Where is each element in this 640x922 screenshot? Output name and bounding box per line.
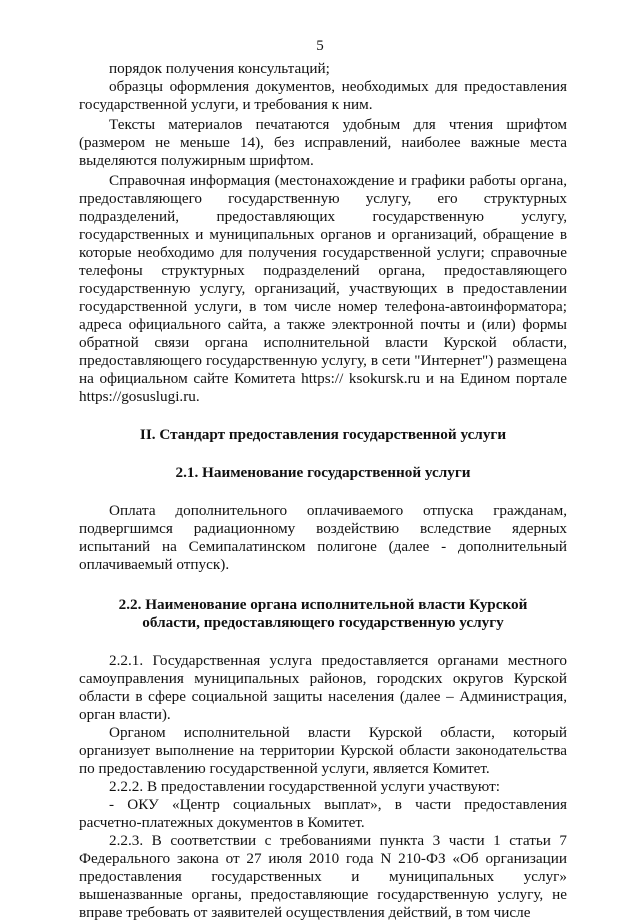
paragraph-service-name: Оплата дополнительного оплачиваемого отпуска гражданам, подвергшимся радиационному воздействию вследствие ядерных испытаний на Семипалатинском полигоне (далее - дополнительный оплачиваемый отпуск). — [79, 502, 567, 573]
page-number: 5 — [316, 38, 324, 54]
subsection-2-2-heading — [79, 596, 567, 632]
subsection-2-2-heading-line1: 2.2. Наименование органа исполнительной власти Курской — [118, 596, 528, 613]
section-2-heading: II. Стандарт предоставления государственной услуги — [139, 426, 507, 443]
paragraph-2-2-2: 2.2.2. В предоставлении государственной услуги участвуют: — [109, 778, 500, 795]
paragraph-document-samples: образцы оформления документов, необходимых для предоставления государственной услуги, и требования к ним. — [79, 78, 567, 113]
paragraph-2-2-2-item: - ОКУ «Центр социальных выплат», в части предоставления расчетно-платежных документов в Комитет. — [79, 796, 567, 831]
paragraph-reference-info: Справочная информация (местонахождение и графики работы органа, предоставляющего государственную услугу, его структурных подразделений, предоставляющих государственную услугу, государственных и муниципальных органов и организаций, обращение в которые необходимо для получения государственной услуги; справочные телефоны структурных подразделений органа, предоставляющего государственную услугу, организаций, участвующих в предоставлении государственной услуги, в том числе номер телефона-автоинформатора; адреса официального сайта, а также электронной почты и (или) формы обратной связи органа исполнительной власти Курской области, предоставляющего государственную услугу, в сети "Интернет") размещена на официальном сайте Комитета https:// ksokursk.ru и на Едином портале https://gosuslugi.ru. — [79, 172, 567, 405]
paragraph-font-requirements: Тексты материалов печатаются удобным для чтения шрифтом (размером не меньше 14), без исправлений, наиболее важные места выделяются полужирным шрифтом. — [79, 116, 567, 169]
paragraph-executive-authority: Органом исполнительной власти Курской области, который организует выполнение на территории Курской области законодательства по предоставлению государственной услуги, является Комитет. — [79, 724, 567, 777]
paragraph-consultation-order: порядок получения консультаций; — [109, 60, 330, 77]
paragraph-2-2-3: 2.2.3. В соответствии с требованиями пункта 3 части 1 статьи 7 Федерального закона от 27 июля 2010 года N 210-ФЗ «Об организации предоставления государственных и муниципальных услуг» вышеназванные органы, предоставляющие государственную услугу, не вправе требовать от заявителей осуществления действий, в том числе — [79, 832, 567, 921]
document-body — [79, 60, 567, 922]
paragraph-2-2-1: 2.2.1. Государственная услуга предоставляется органами местного самоуправления муниципальных районов, городских округов Курской области в сфере социальной защиты населения (далее – Администрация, орган власти). — [79, 652, 567, 723]
subsection-2-2-heading-line2: области, предоставляющего государственную услугу — [142, 614, 504, 631]
subsection-2-1-heading: 2.1. Наименование государственной услуги — [175, 464, 471, 481]
